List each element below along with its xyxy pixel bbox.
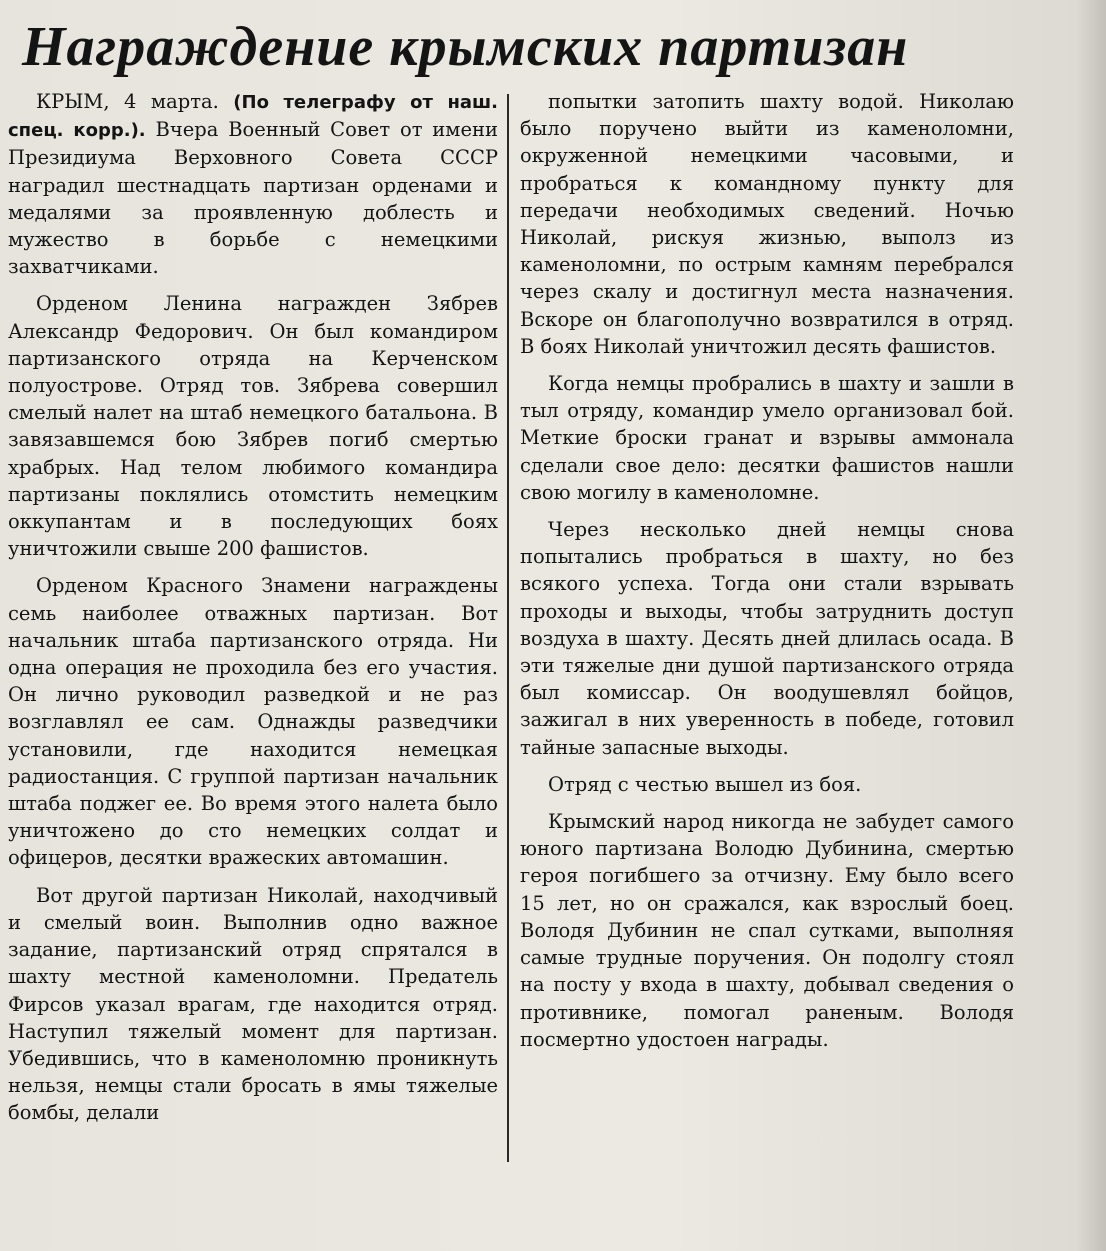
dateline: КРЫМ, 4 марта. [36,90,219,113]
byline: (По телеграфу от наш. спец. корр.). [8,92,498,142]
right-column [520,88,1014,1063]
article-paragraph-9: Крымский народ никогда не забудет самого юного партизана Володю Дубинина, смертью героя погибшего за отчизну. Ему было всего 15 лет, но он сражался, как взрослый боец. Володя Дубинин не спал сутками, выполняя самые трудные поручения. Он подолгу стоял на посту у входа в шахту, добывал сведения о противнике, помогал раненым. Володя посмертно удостоен награды. [520,810,1014,1051]
article-paragraph-7: Через несколько дней немцы снова попытались пробраться в шахту, но без всякого успеха. Тогда они стали взрывать проходы и выходы, чтобы затруднить доступ воздуха в шахту. Десять дней длилась осада. В эти тяжелые дни душой партизанского отряда был комиссар. Он воодушевлял бойцов, зажигал в них уверенность в победе, готовил тайные запасные выходы. [520,518,1014,759]
article-paragraph-8: Отряд с честью вышел из боя. [548,772,862,796]
article-paragraph-3: Орденом Красного Знамени награждены семь наиболее отважных партизан. Вот начальник штаба партизанского отряда. Ни одна операция не проходила без его участия. Он лично руководил разведкой и не раз возглавлял ее сам. Однажды разведчики установили, где находится немецкая радиостанция. С группой партизан начальник штаба поджег ее. Во время этого налета было уничтожено до сто немецких солдат и офицеров, десятки вражеских автомашин. [8,574,498,870]
left-column [8,88,498,1137]
article-paragraph-2: Орденом Ленина награжден Зябрев Александр Федорович. Он был командиром партизанского отряда на Керченском полуострове. Отряд тов. Зябрева совершил смелый налет на штаб немецкого батальона. В завязавшемся бою Зябрев погиб смертью храбрых. Над телом любимого командира партизаны поклялись отомстить немецким оккупантам и в последующих боях уничтожили свыше 200 фашистов. [8,292,498,561]
paragraph-text: Вчера Военный Совет от имени Президиума Верховного Совета СССР наградил шестнадцать партизан орденами и медалями за проявленную доблесть и мужество в борьбе с немецкими захватчиками. [8,118,499,279]
column-divider [507,94,509,1162]
article-paragraph-1 [8,88,498,280]
headline: Награждение крымских партизан [22,16,909,78]
article-paragraph-4: Вот другой партизан Николай, находчивый и смелый воин. Выполнив одно важное задание, партизанский отряд спрятался в шахту местной каменоломни. Предатель Фирсов указал врагам, где находится отряд. Наступил тяжелый момент для партизан. Убедившись, что в каменоломню проникнуть нельзя, немцы стали бросать в ямы тяжелые бомбы, делали [8,883,498,1125]
page-edge-shadow [1076,0,1106,1251]
article-paragraph-5: попытки затопить шахту водой. Николаю было поручено выйти из каменоломни, окруженной немецкими часовыми, и пробраться к командному пункту для передачи необходимых сведений. Ночью Николай, рискуя жизнью, выполз из каменоломни, по острым камням перебрался через скалу и достигнул места назначения. Вскоре он благополучно возвратился в отряд. В боях Николай уничтожил десять фашистов. [520,90,1014,358]
article-paragraph-6: Когда немцы пробрались в шахту и зашли в тыл отряду, командир умело организовал бой. Меткие броски гранат и взрывы аммонала сделали свое дело: десятки фашистов нашли свою могилу в каменоломне. [520,372,1014,504]
